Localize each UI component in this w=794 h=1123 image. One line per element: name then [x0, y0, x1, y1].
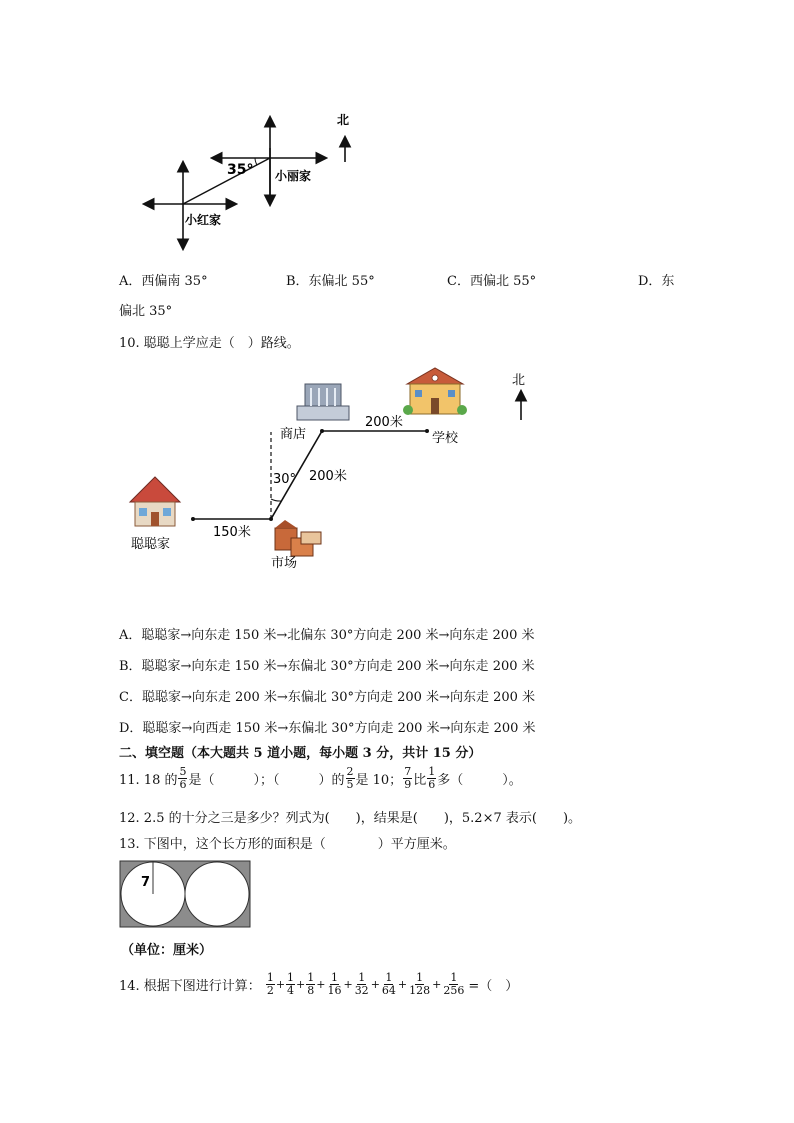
q14-fraction — [326, 972, 342, 997]
q9-option-a[interactable]: A．西偏南 35° — [119, 274, 208, 289]
dist-market-shop: 200米 — [309, 469, 347, 484]
q11-part3: 是 10； — [355, 773, 403, 788]
q14-fraction-den: 2 — [266, 984, 274, 997]
plus-sign: + — [316, 978, 326, 991]
q14-fraction-den: 16 — [327, 984, 342, 997]
q14-fraction — [354, 972, 370, 997]
market-label: 市场 — [271, 556, 298, 571]
q11-fraction-3 — [403, 766, 412, 791]
angle-30-label: 30° — [273, 472, 297, 487]
q13-rectangle-figure — [119, 860, 251, 928]
q14-fraction — [286, 972, 295, 997]
q11-f4-den: 6 — [428, 778, 436, 791]
house-icon — [130, 477, 180, 526]
dist-shop-school: 200米 — [365, 415, 403, 430]
q11-f1-den: 6 — [179, 778, 187, 791]
q14-fraction-num: 1 — [416, 971, 424, 984]
q9-direction-diagram — [135, 108, 365, 256]
q10-option-c[interactable]: C．聪聪家→向东走 200 米→东偏北 30°方向走 200 米→向东走 200 米 — [119, 690, 536, 705]
school-label: 学校 — [432, 431, 459, 446]
circle-right — [185, 862, 249, 926]
q14-fraction-den: 32 — [354, 984, 369, 997]
q13-text: 13. 下图中，这个长方形的面积是（ ）平方厘米。 — [119, 837, 456, 852]
q14-fraction-num: 1 — [330, 971, 338, 984]
q14-text: 14. 根据下图进行计算： — [119, 979, 261, 994]
radius-label: 7 — [141, 875, 151, 890]
plus-sign: + — [296, 978, 306, 991]
section2-title: 二、填空题（本大题共 5 道小题，每小题 3 分，共计 15 分） — [119, 746, 482, 761]
angle-30-arc — [271, 499, 281, 501]
plus-sign: + — [343, 978, 353, 991]
dist-home-market: 150米 — [213, 525, 251, 540]
xiaohong-label: 小红家 — [185, 213, 222, 227]
q10-option-b[interactable]: B．聪聪家→向东走 150 米→东偏北 30°方向走 200 米→向东走 200 米 — [119, 659, 535, 674]
plus-sign: + — [432, 978, 442, 991]
q11-part5: 多（ ）。 — [437, 773, 522, 788]
q10-north-label: 北 — [512, 373, 526, 388]
q11-line — [119, 766, 522, 791]
home-label: 聪聪家 — [131, 537, 171, 552]
q13-unit-note: （单位：厘米） — [121, 943, 213, 958]
q14-fraction — [266, 972, 275, 997]
angle-arc — [255, 158, 257, 165]
q9-option-b[interactable]: B．东偏北 55° — [286, 274, 375, 289]
q11-f3-num: 7 — [404, 765, 412, 778]
q11-part2: 是（ ）；（ ）的 — [188, 773, 345, 788]
plus-sign: + — [397, 978, 408, 991]
q10-option-a[interactable]: A．聪聪家→向东走 150 米→北偏东 30°方向走 200 米→向东走 200 米 — [119, 628, 535, 643]
plus-sign: + — [370, 978, 380, 991]
q14-fraction-num: 1 — [307, 971, 315, 984]
q11-f3-den: 9 — [404, 778, 412, 791]
market-building-icon — [275, 520, 321, 556]
school-icon — [403, 368, 467, 415]
school-point — [425, 429, 429, 433]
q14-fraction-num: 1 — [385, 971, 393, 984]
q9-north-label: 北 — [337, 113, 350, 127]
q14-expression — [265, 972, 467, 997]
plus-sign: + — [275, 978, 286, 991]
home-point — [191, 517, 195, 521]
q14-fraction-num: 1 — [358, 971, 366, 984]
q14-fraction — [408, 972, 431, 997]
q14-fraction-den: 4 — [287, 984, 295, 997]
q14-fraction-num: 1 — [287, 971, 295, 984]
q9-option-c[interactable]: C．西偏北 55° — [447, 274, 537, 289]
q11-f1-num: 5 — [179, 765, 187, 778]
q11-part1: 11. 18 的 — [119, 773, 178, 788]
q9-option-d-cont: 偏北 35° — [119, 304, 173, 319]
q14-fraction — [306, 972, 315, 997]
q10-route-map — [125, 362, 545, 577]
q14-fraction-den: 128 — [409, 984, 431, 997]
q11-f2-num: 2 — [346, 765, 354, 778]
q10-option-d[interactable]: D．聪聪家→向西走 150 米→东偏北 30°方向走 200 米→向东走 200 米 — [119, 721, 536, 736]
q14-fraction — [442, 972, 465, 997]
shop-label: 商店 — [280, 427, 307, 442]
q14-fraction-num: 1 — [266, 971, 274, 984]
q11-fraction-2 — [346, 766, 355, 791]
q9-angle-label: 35° — [227, 162, 254, 178]
q11-f4-num: 1 — [428, 765, 436, 778]
q14-fraction-num: 1 — [450, 971, 458, 984]
q14-fraction-den: 256 — [443, 984, 465, 997]
q14-fraction-den: 64 — [381, 984, 396, 997]
q14-fraction — [381, 972, 397, 997]
q14-fraction-den: 8 — [307, 984, 315, 997]
q11-part4: 比 — [413, 773, 427, 788]
q11-fraction-4 — [427, 766, 436, 791]
q10-stem: 10. 聪聪上学应走（ ）路线。 — [119, 336, 300, 351]
xiaoli-label: 小丽家 — [275, 169, 312, 183]
q12-text: 12. 2.5 的十分之三是多少？列式为( )，结果是( )，5.2×7 表示( )。 — [119, 811, 582, 826]
q11-f2-den: 5 — [346, 778, 354, 791]
q9-option-d[interactable]: D．东 — [638, 274, 675, 289]
q14-line — [119, 972, 518, 997]
q11-fraction-1 — [178, 766, 187, 791]
shop-building-icon — [297, 384, 349, 420]
q14-tail: =（ ） — [468, 979, 519, 994]
